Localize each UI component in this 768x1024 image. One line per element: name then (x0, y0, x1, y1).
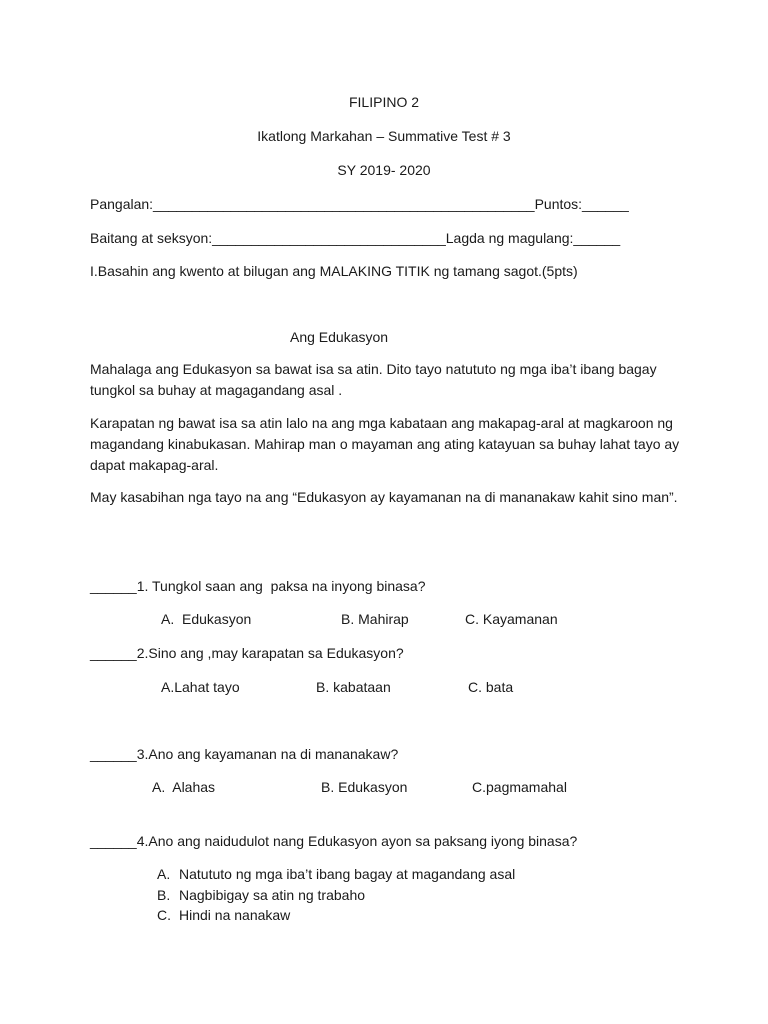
q4-option-a: A. Natututo ng mga iba’t ibang bagay at magandang asal (157, 866, 516, 882)
q1-option-a: A. Edukasyon (161, 611, 252, 627)
q4-options (157, 864, 515, 926)
q3-option-b: B. Edukasyon (321, 779, 408, 795)
story-paragraph: Karapatan ng bawat isa sa atin lalo na ang mga kabataan ang makapag-aral at magkaroon ng magandang kinabukasan. Mahirap man o mayaman ang ating katayuan sa buhay lahat tayo ay dapat makapag-aral. (90, 415, 680, 473)
story-paragraph: Mahalaga ang Edukasyon sa bawat isa sa atin. Dito tayo natututo ng mga iba’t ibang bagay tungkol sa buhay at magagandang asal . (90, 361, 657, 398)
story-title: Ang Edukasyon (290, 329, 389, 345)
question-2: ______2.Sino ang ,may karapatan sa Edukasyon? (90, 645, 404, 661)
q3-option-c: C.pagmamahal (472, 779, 567, 795)
question-1: ______1. Tungkol saan ang paksa na inyong binasa? (90, 578, 426, 594)
q4-option-b: B. Nagbibigay sa atin ng trabaho (157, 886, 366, 903)
quarter-title: Ikatlong Markahan – Summative Test # 3 (257, 128, 511, 144)
instruction-text: I.Basahin ang kwento at bilugan ang MALAKING TITIK ng tamang sagot.(5pts) (90, 263, 578, 279)
q4-option-c: C. Hindi na nanakaw (157, 907, 291, 923)
q3-option-a: A. Alahas (152, 779, 216, 795)
name-score-field: Pangalan:_________________________________________________Puntos:______ (90, 196, 629, 212)
grade-section-field: Baitang at seksyon:______________________________Lagda ng magulang:______ (90, 230, 621, 246)
q2-option-c: C. bata (468, 679, 514, 695)
question-4: ______4.Ano ang naidudulot nang Edukasyon ayon sa paksang iyong binasa? (90, 833, 578, 849)
question-3: ______3.Ano ang kayamanan na di mananakaw? (90, 746, 399, 762)
q1-option-b: B. Mahirap (341, 611, 409, 627)
story-paragraph: May kasabihan nga tayo na ang “Edukasyon ay kayamanan na di mananakaw kahit sino man”. (90, 489, 678, 505)
q2-option-b: B. kabataan (316, 679, 391, 695)
school-year: SY 2019- 2020 (337, 162, 431, 178)
q1-option-c: C. Kayamanan (465, 611, 558, 627)
subject-title: FILIPINO 2 (348, 94, 420, 110)
q2-option-a: A.Lahat tayo (161, 679, 240, 695)
